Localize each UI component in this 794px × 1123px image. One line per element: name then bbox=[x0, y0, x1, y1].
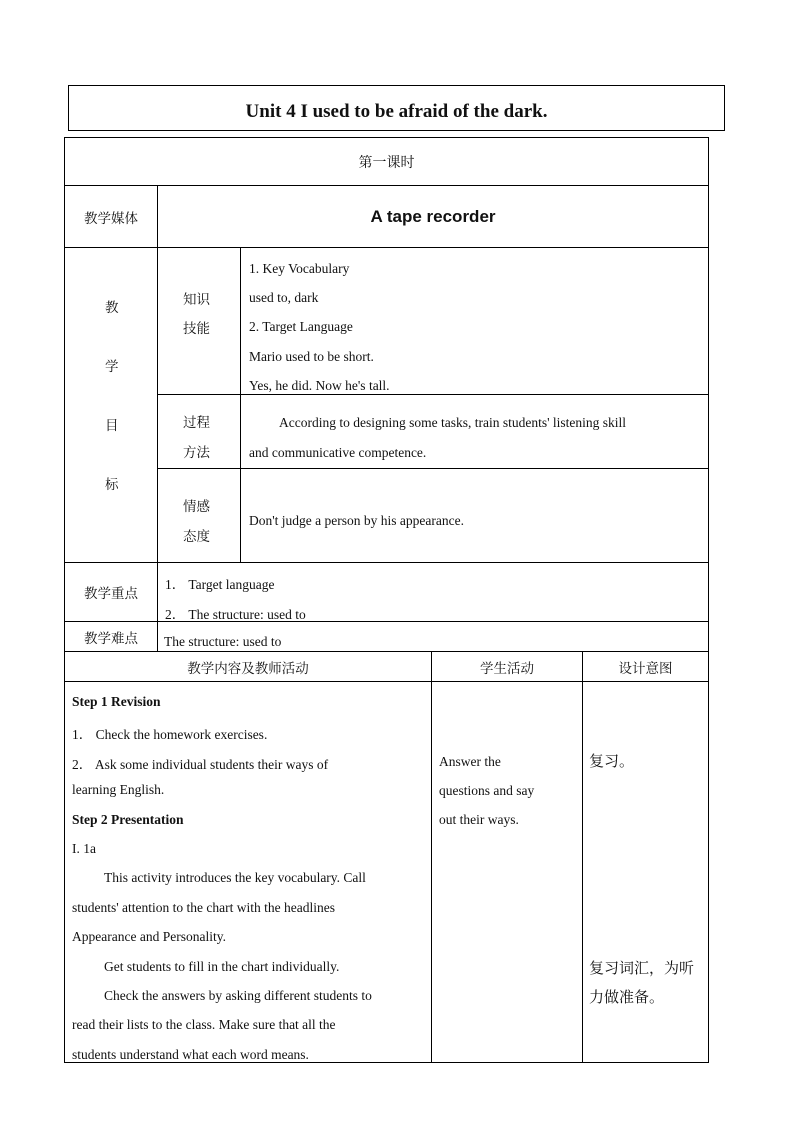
knowledge-label-1: 知识 bbox=[183, 292, 210, 308]
knowledge-line-3: 2. Target Language bbox=[249, 319, 353, 334]
content-line: learning English. bbox=[72, 782, 165, 798]
page-title: Unit 4 I used to be afraid of the dark. bbox=[245, 101, 548, 122]
process-label-2: 方法 bbox=[183, 445, 210, 461]
knowledge-line-1: 1. Key Vocabulary bbox=[249, 261, 350, 276]
knowledge-line-2: used to, dark bbox=[249, 290, 319, 305]
student-column-header bbox=[431, 651, 583, 682]
student-line-1: Answer the bbox=[439, 754, 501, 769]
content-column-label: 教学内容及教师活动 bbox=[187, 660, 309, 677]
media-value-cell bbox=[157, 185, 709, 248]
content-column-header bbox=[64, 651, 432, 682]
content-line: I. 1a bbox=[72, 841, 96, 856]
media-label-cell bbox=[64, 185, 158, 248]
intent-column-label: 设计意图 bbox=[618, 660, 673, 677]
process-content-cell bbox=[240, 394, 709, 469]
intent-review: 复习。 bbox=[589, 752, 635, 770]
content-line: Appearance and Personality. bbox=[72, 929, 226, 945]
attitude-label-1: 情感 bbox=[183, 499, 210, 515]
objectives-label-cell bbox=[64, 247, 158, 563]
process-line-2: and communicative competence. bbox=[249, 445, 427, 460]
student-column-label: 学生活动 bbox=[480, 660, 534, 677]
media-label: 教学媒体 bbox=[84, 210, 138, 227]
process-label-1: 过程 bbox=[183, 415, 210, 431]
knowledge-line-5: Yes, he did. Now he's tall. bbox=[249, 378, 390, 393]
attitude-label-2: 态度 bbox=[183, 529, 210, 545]
student-line-3: out their ways. bbox=[439, 812, 519, 827]
content-line: This activity introduces the key vocabulary. Call bbox=[104, 870, 366, 886]
content-body-cell bbox=[64, 681, 432, 1063]
content-line: 1． Check the homework exercises. bbox=[72, 727, 268, 743]
knowledge-content-cell bbox=[240, 247, 709, 395]
step-heading: Step 1 Revision bbox=[72, 694, 161, 709]
lesson-label: 第一课时 bbox=[358, 154, 415, 171]
content-line: Get students to fill in the chart individually. bbox=[104, 958, 340, 974]
content-line: Check the answers by asking different students to bbox=[104, 988, 372, 1003]
key-points-content-cell bbox=[157, 562, 709, 622]
objectives-char-2: 学 bbox=[105, 359, 119, 375]
key-point-1: 1． Target language bbox=[165, 577, 275, 592]
objectives-char-4: 标 bbox=[105, 477, 119, 493]
intent-vocab-line-1: 复习词汇，为听 bbox=[589, 959, 695, 977]
knowledge-line-4: Mario used to be short. bbox=[249, 349, 374, 364]
content-line: read their lists to the class. Make sure that all the bbox=[72, 1017, 336, 1033]
content-line: students' attention to the chart with the headlines bbox=[72, 899, 335, 915]
knowledge-label-cell bbox=[157, 247, 241, 395]
difficulty-label-cell bbox=[64, 621, 158, 652]
process-line-1: According to designing some tasks, train students' listening skill bbox=[279, 415, 627, 430]
intent-body-cell bbox=[582, 681, 709, 1063]
difficulty-label: 教学难点 bbox=[84, 630, 138, 647]
intent-vocab-line-2: 力做准备。 bbox=[589, 988, 665, 1006]
key-points-label: 教学重点 bbox=[84, 586, 138, 602]
knowledge-label-2: 技能 bbox=[183, 321, 210, 337]
content-line: students understand what each word means. bbox=[72, 1046, 309, 1062]
objectives-char-1: 教 bbox=[105, 300, 119, 316]
key-point-2: 2． The structure: used to bbox=[165, 607, 306, 622]
step-heading: Step 2 Presentation bbox=[72, 811, 184, 827]
intent-column-header bbox=[582, 651, 709, 682]
attitude-content-cell bbox=[240, 468, 709, 563]
content-line: 2． Ask some individual students their ways of bbox=[72, 756, 329, 772]
student-body-cell bbox=[431, 681, 583, 1063]
title-box bbox=[68, 85, 725, 131]
student-line-2: questions and say bbox=[439, 783, 535, 798]
difficulty-text: The structure: used to bbox=[164, 634, 282, 649]
key-points-label-cell bbox=[64, 562, 158, 622]
process-label-cell bbox=[157, 394, 241, 469]
media-value: A tape recorder bbox=[370, 206, 496, 226]
lesson-row bbox=[64, 137, 709, 186]
attitude-text: Don't judge a person by his appearance. bbox=[249, 513, 464, 528]
difficulty-content-cell bbox=[157, 621, 709, 652]
attitude-label-cell bbox=[157, 468, 241, 563]
objectives-char-3: 目 bbox=[105, 418, 119, 434]
